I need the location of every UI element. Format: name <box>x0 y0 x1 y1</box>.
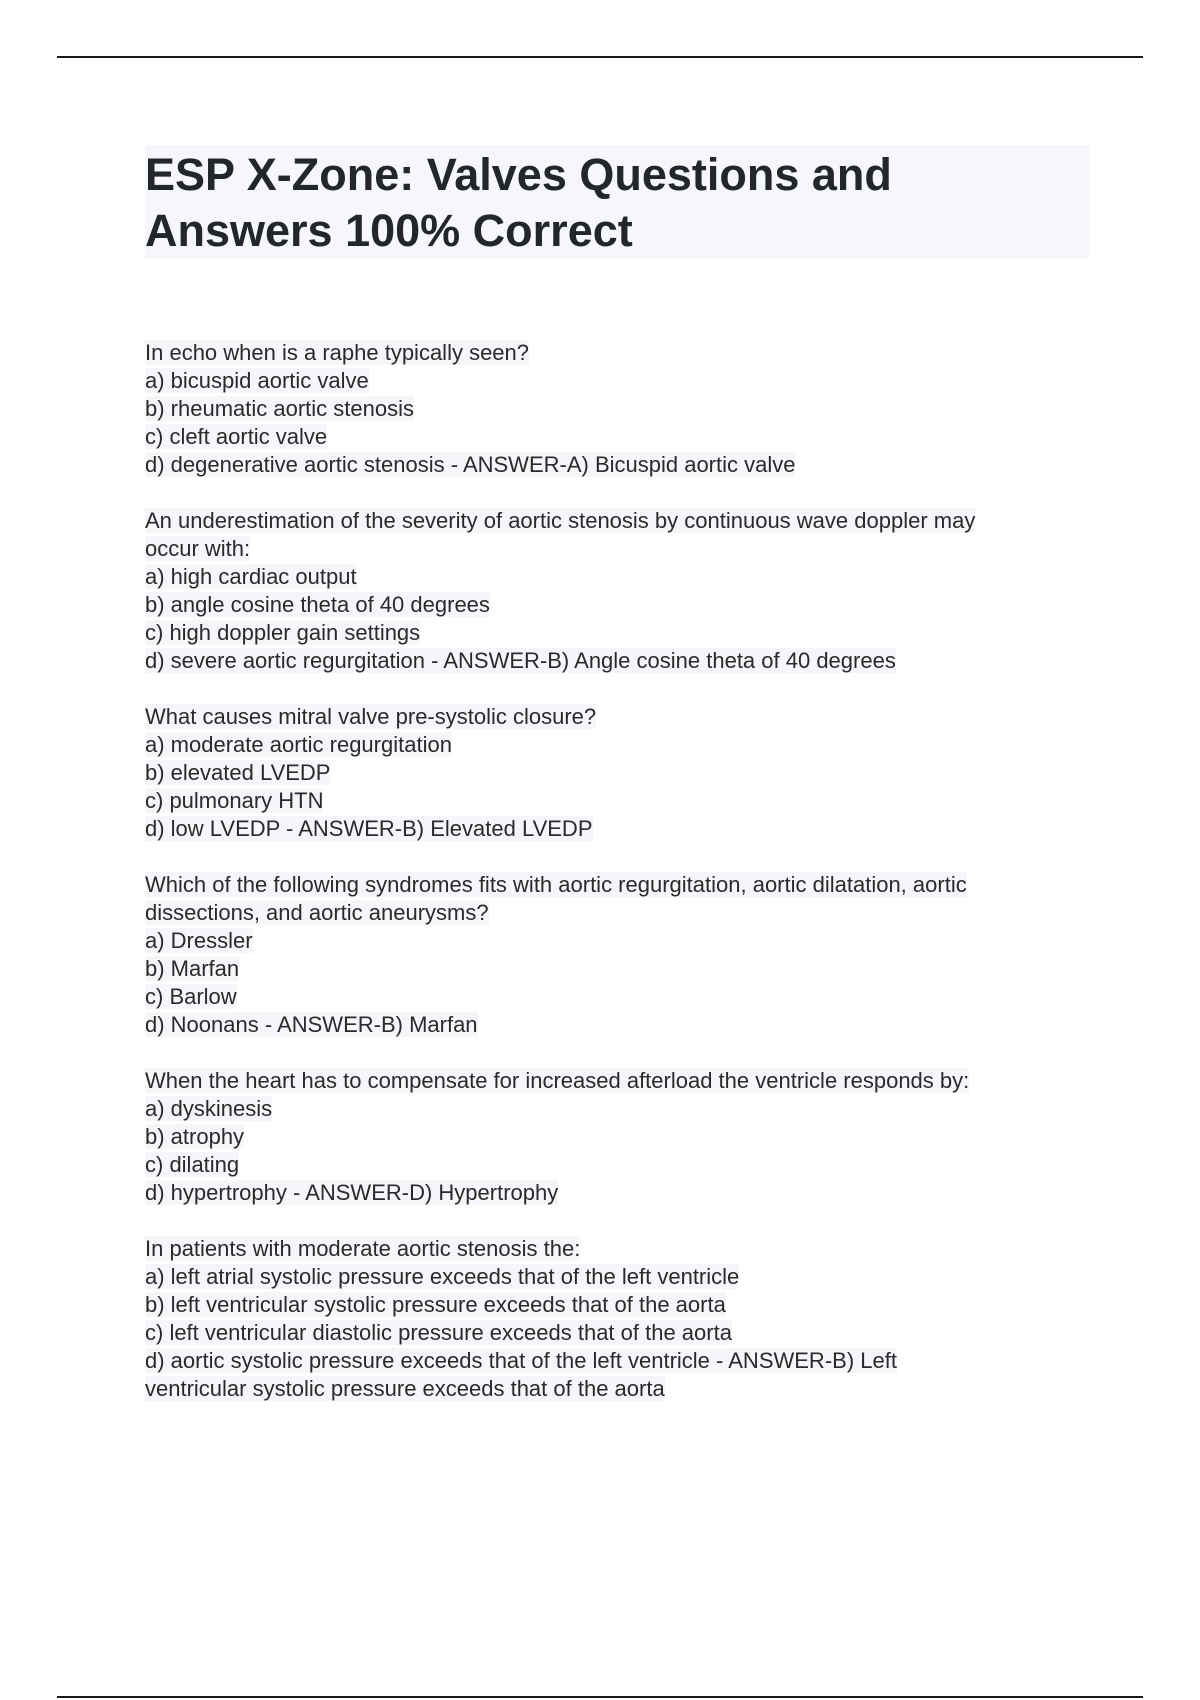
question-4-line-4: b) Marfan <box>145 956 240 981</box>
question-6-line-3: b) left ventricular systolic pressure exceeds that of the aorta <box>145 1292 726 1317</box>
question-6-line-1: In patients with moderate aortic stenosis the: <box>145 1236 581 1261</box>
question-5-line-5: d) hypertrophy - ANSWER-D) Hypertrophy <box>145 1180 559 1205</box>
question-4-line-3: a) Dressler <box>145 928 253 953</box>
question-2-line-2: occur with: <box>145 536 251 561</box>
question-6-line-4: c) left ventricular diastolic pressure exceeds that of the aorta <box>145 1320 732 1345</box>
question-2-line-1: An underestimation of the severity of aortic stenosis by continuous wave doppler may <box>145 508 976 533</box>
bottom-rule <box>57 1696 1143 1698</box>
question-4-line-6: d) Noonans - ANSWER-B) Marfan <box>145 1012 478 1037</box>
question-3-line-4: c) pulmonary HTN <box>145 788 324 813</box>
question-1 <box>145 339 1089 479</box>
question-1-line-5: d) degenerative aortic stenosis - ANSWER-A) Bicuspid aortic valve <box>145 452 796 477</box>
question-1-line-3: b) rheumatic aortic stenosis <box>145 396 414 421</box>
question-3-line-1: What causes mitral valve pre-systolic closure? <box>145 704 597 729</box>
question-4-line-1: Which of the following syndromes fits with aortic regurgitation, aortic dilatation, aortic <box>145 872 967 897</box>
top-rule <box>57 56 1143 58</box>
question-6 <box>145 1235 1089 1403</box>
question-5-line-3: b) atrophy <box>145 1124 245 1149</box>
question-6-line-5: d) aortic systolic pressure exceeds that of the left ventricle - ANSWER-B) Left <box>145 1348 897 1373</box>
title-block <box>145 145 1089 259</box>
question-6-line-2: a) left atrial systolic pressure exceeds that of the left ventricle <box>145 1264 740 1289</box>
question-2-line-6: d) severe aortic regurgitation - ANSWER-B) Angle cosine theta of 40 degrees <box>145 648 896 673</box>
question-4-line-2: dissections, and aortic aneurysms? <box>145 900 489 925</box>
question-3-line-3: b) elevated LVEDP <box>145 760 331 785</box>
question-1-line-4: c) cleft aortic valve <box>145 424 328 449</box>
question-2-line-4: b) angle cosine theta of 40 degrees <box>145 592 490 617</box>
question-3-line-5: d) low LVEDP - ANSWER-B) Elevated LVEDP <box>145 816 593 841</box>
question-5 <box>145 1067 1089 1207</box>
question-4 <box>145 871 1089 1039</box>
question-1-line-1: In echo when is a raphe typically seen? <box>145 340 530 365</box>
question-2-line-5: c) high doppler gain settings <box>145 620 421 645</box>
question-5-line-1: When the heart has to compensate for increased afterload the ventricle responds by: <box>145 1068 970 1093</box>
question-5-line-2: a) dyskinesis <box>145 1096 273 1121</box>
question-2-line-3: a) high cardiac output <box>145 564 357 589</box>
document-title: ESP X-Zone: Valves Questions and Answers 100% Correct <box>145 149 892 256</box>
question-1-line-2: a) bicuspid aortic valve <box>145 368 369 393</box>
question-5-line-4: c) dilating <box>145 1152 240 1177</box>
question-4-line-5: c) Barlow <box>145 984 237 1009</box>
question-6-line-6: ventricular systolic pressure exceeds that of the aorta <box>145 1376 665 1401</box>
question-3 <box>145 703 1089 843</box>
question-list <box>145 339 1089 1431</box>
question-2 <box>145 507 1089 675</box>
question-3-line-2: a) moderate aortic regurgitation <box>145 732 452 757</box>
